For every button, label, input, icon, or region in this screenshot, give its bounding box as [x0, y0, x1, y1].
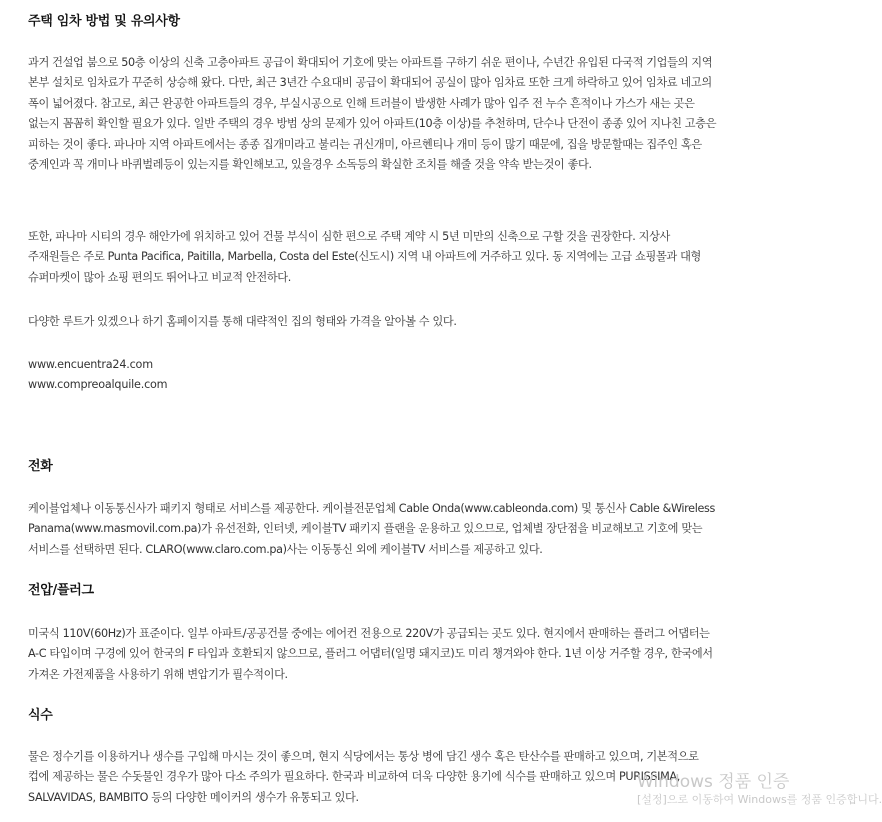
windows-activation-watermark: [637, 772, 882, 822]
housing-paragraph-2: 또한, 파나마 시티의 경우 해안가에 위치하고 있어 건물 부식이 심한 편으로 주택 계약 시 5년 미만의 신축으로 구할 것을 권장한다. 지상사 주재원들은 주로 Punta Pacifica, Paitilla, Marbella, Costa del Este(신도시) 지역 내 아파트에 거주하고 있다. 동 지역에는 고급 쇼핑몰과 대형 슈퍼마켓이 많아 쇼핑 편의도 뛰어나고 비교적 안전하다.: [28, 230, 701, 284]
housing-links: [28, 355, 167, 396]
link-compreoalquile[interactable]: www.compreoalquile.com: [28, 378, 168, 392]
watermark-line-1: Windows 정품 인증: [637, 772, 790, 792]
section-title-water: 식수: [28, 708, 53, 723]
phone-paragraph: 케이블업체나 이동통신사가 패키지 형태로 서비스를 제공한다. 케이블전문업체 Cable Onda(www.cableonda.com) 및 통신사 Cable &Wireless Panama(www.masmovil.com.pa)가 유선전화, 인터넷, 케이블TV 패키지 플랜을 운용하고 있으므로, 업체별 장단점을 비교해보고 기호에 맞는 서비스를 선택하면 된다. CLARO(www.claro.com.pa)사는 이동통신 외에 케이블TV 서비스를 제공하고 있다.: [28, 502, 715, 556]
housing-paragraph-1: 과거 건설업 붐으로 50층 이상의 신축 고층아파트 공급이 확대되어 기호에 맞는 아파트를 구하기 쉬운 편이나, 수년간 유입된 다국적 기업들의 지역 본부 설치로 임차료가 꾸준히 상승해 왔다. 다만, 최근 3년간 수요대비 공급이 확대되어 공실이 많아 임차료 또한 크게 하락하고 있어 임차료 네고의 폭이 넓어졌다. 참고로, 최근 완공한 아파트들의 경우, 부실시공으로 인해 트러블이 발생한 사례가 많아 입주 전 누수 흔적이나 가스가 새는 곳은 없는지 꼼꼼히 확인할 필요가 있다. 일반 주택의 경우 방범 상의 문제가 있어 아파트(10층 이상)를 추천하며, 단수나 단전이 종종 있어 지나친 고층은 피하는 것이 좋다. 파나마 지역 아파트에서는 종종 집개미라고 불리는 귀신개미, 아르헨티나 개미 등이 많기 때문에, 집을 방문할때는 집주인 혹은 중계인과 꼭 개미나 바퀴벌레등이 있는지를 확인해보고, 있을경우 소독등의 확실한 조치를 해줄 것을 약속 받는것이 좋다.: [28, 56, 717, 172]
section-title-phone: 전화: [28, 459, 53, 474]
section-title-housing: 주택 임차 방법 및 유의사항: [28, 14, 180, 29]
section-title-voltage: 전압/플러그: [28, 583, 94, 598]
watermark-line-2: [설정]으로 이동하여 Windows를 정품 인증합니다.: [637, 793, 882, 806]
voltage-paragraph: 미국식 110V(60Hz)가 표준이다. 일부 아파트/공공건물 중에는 에어컨 전용으로 220V가 공급되는 곳도 있다. 현지에서 판매하는 플러그 어댑터는 A-C 타입이며 구경에 있어 한국의 F 타입과 호환되지 않으므로, 플러그 어댑터(일명 돼지코)도 미리 챙겨와야 한다. 1년 이상 거주할 경우, 한국에서 가져온 가전제품을 사용하기 위해 변압기가 필수적이다.: [28, 627, 713, 681]
housing-paragraph-3: 다양한 루트가 있겠으나 하기 홈페이지를 통해 대략적인 집의 형태와 가격을 알아볼 수 있다.: [28, 315, 457, 328]
water-paragraph: 물은 정수기를 이용하거나 생수를 구입해 마시는 것이 좋으며, 현지 식당에서는 통상 병에 담긴 생수 혹은 탄산수를 판매하고 있으며, 기본적으로 컵에 제공하는 물은 수돗물인 경우가 많아 다소 주의가 필요하다. 한국과 비교하여 더욱 다양한 용기에 식수를 판매하고 있으며 PURISSIMA, SALVAVIDAS, BAMBITO 등의 다양한 메이커의 생수가 유통되고 있다.: [28, 750, 699, 804]
link-encuentra24[interactable]: www.encuentra24.com: [28, 358, 153, 371]
